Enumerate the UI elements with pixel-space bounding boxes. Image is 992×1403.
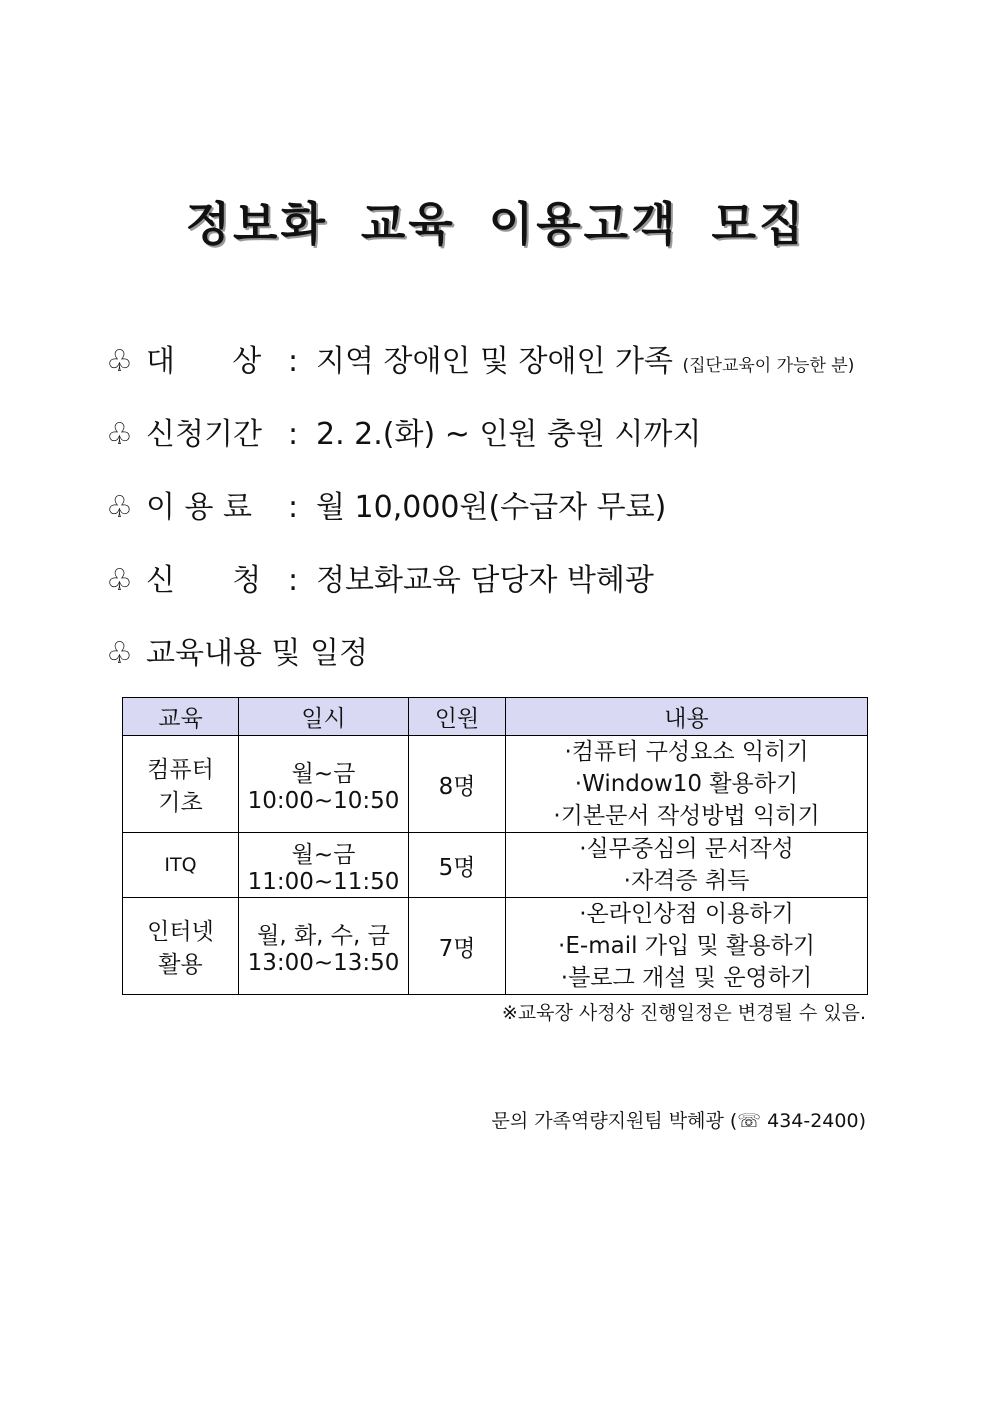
schedule-heading — [106, 632, 368, 676]
content-cell — [506, 736, 868, 833]
time-line: 월~금 — [291, 760, 356, 787]
time-line: 월, 화, 수, 금 — [257, 922, 390, 949]
info-value: 지역 장애인 및 장애인 가족 — [316, 344, 673, 379]
schedule-heading-text: 교육내용 및 일정 — [146, 636, 368, 671]
info-period — [106, 413, 701, 457]
club-icon: ♧ — [106, 636, 133, 671]
content-line: ·Window10 활용하기 — [574, 771, 799, 797]
info-value: 2. 2.(화) ~ 인원 충원 시까지 — [316, 417, 702, 452]
phone-icon: ☏ — [737, 1110, 762, 1132]
time-line: 10:00~10:50 — [247, 787, 400, 814]
time-line: 13:00~13:50 — [247, 949, 400, 976]
content-cell — [506, 898, 868, 995]
time-cell — [239, 833, 409, 898]
header-content: 내용 — [506, 698, 868, 736]
info-label: 신청기간 — [146, 417, 262, 452]
info-label: 신 청 — [146, 563, 262, 598]
info-apply — [106, 559, 654, 603]
info-target — [106, 340, 854, 384]
page-title: 정보화 교육 이용고객 모집 — [185, 197, 807, 251]
info-note: (집단교육이 가능한 분) — [682, 356, 855, 376]
header-course: 교육 — [123, 698, 239, 736]
time-cell — [239, 898, 409, 995]
info-fee — [106, 486, 666, 530]
info-value: 월 10,000원(수급자 무료) — [316, 490, 667, 525]
course-line: 기초 — [158, 790, 203, 816]
table-row — [123, 736, 868, 833]
time-line: 11:00~11:50 — [247, 868, 400, 895]
club-icon: ♧ — [106, 490, 133, 525]
content-line: ·컴퓨터 구성요소 익히기 — [564, 739, 809, 765]
time-cell — [239, 736, 409, 833]
course-line: ITQ — [164, 854, 197, 876]
course-cell — [123, 898, 239, 995]
info-separator: : — [288, 490, 299, 525]
schedule-note: ※교육장 사정상 진행일정은 변경될 수 있음. — [501, 1002, 866, 1024]
people-cell: 8명 — [409, 736, 506, 833]
course-line: 인터넷 — [147, 919, 214, 945]
table-row — [123, 833, 868, 898]
info-separator: : — [288, 344, 299, 379]
course-line: 컴퓨터 — [147, 757, 214, 783]
course-cell — [123, 736, 239, 833]
header-people: 인원 — [409, 698, 506, 736]
content-line: ·기본문서 작성방법 익히기 — [553, 803, 820, 829]
info-label: 이 용 료 — [146, 490, 253, 525]
time-line: 월~금 — [291, 841, 356, 868]
content-line: ·블로그 개설 및 운영하기 — [560, 965, 813, 991]
club-icon: ♧ — [106, 344, 133, 379]
club-icon: ♧ — [106, 417, 133, 452]
content-line: ·실무중심의 문서작성 — [579, 836, 794, 862]
course-line: 활용 — [158, 952, 203, 978]
info-value: 정보화교육 담당자 박혜광 — [316, 563, 654, 598]
content-line: ·자격증 취득 — [623, 868, 750, 894]
content-cell — [506, 833, 868, 898]
club-icon: ♧ — [106, 563, 133, 598]
course-cell — [123, 833, 239, 898]
schedule-table — [122, 697, 868, 995]
content-line: ·온라인상점 이용하기 — [579, 901, 794, 927]
people-cell: 5명 — [409, 833, 506, 898]
header-time: 일시 — [239, 698, 409, 736]
info-separator: : — [288, 417, 299, 452]
table-row — [123, 898, 868, 995]
people-cell: 7명 — [409, 898, 506, 995]
content-line: ·E-mail 가입 및 활용하기 — [558, 933, 815, 959]
contact-prefix: 문의 가족역량지원팀 박혜광 ( — [491, 1110, 738, 1132]
info-separator: : — [288, 563, 299, 598]
contact-info — [492, 1106, 866, 1133]
table-header-row — [123, 698, 868, 736]
info-label: 대 상 — [146, 344, 262, 379]
contact-phone: 434-2400) — [761, 1110, 866, 1132]
